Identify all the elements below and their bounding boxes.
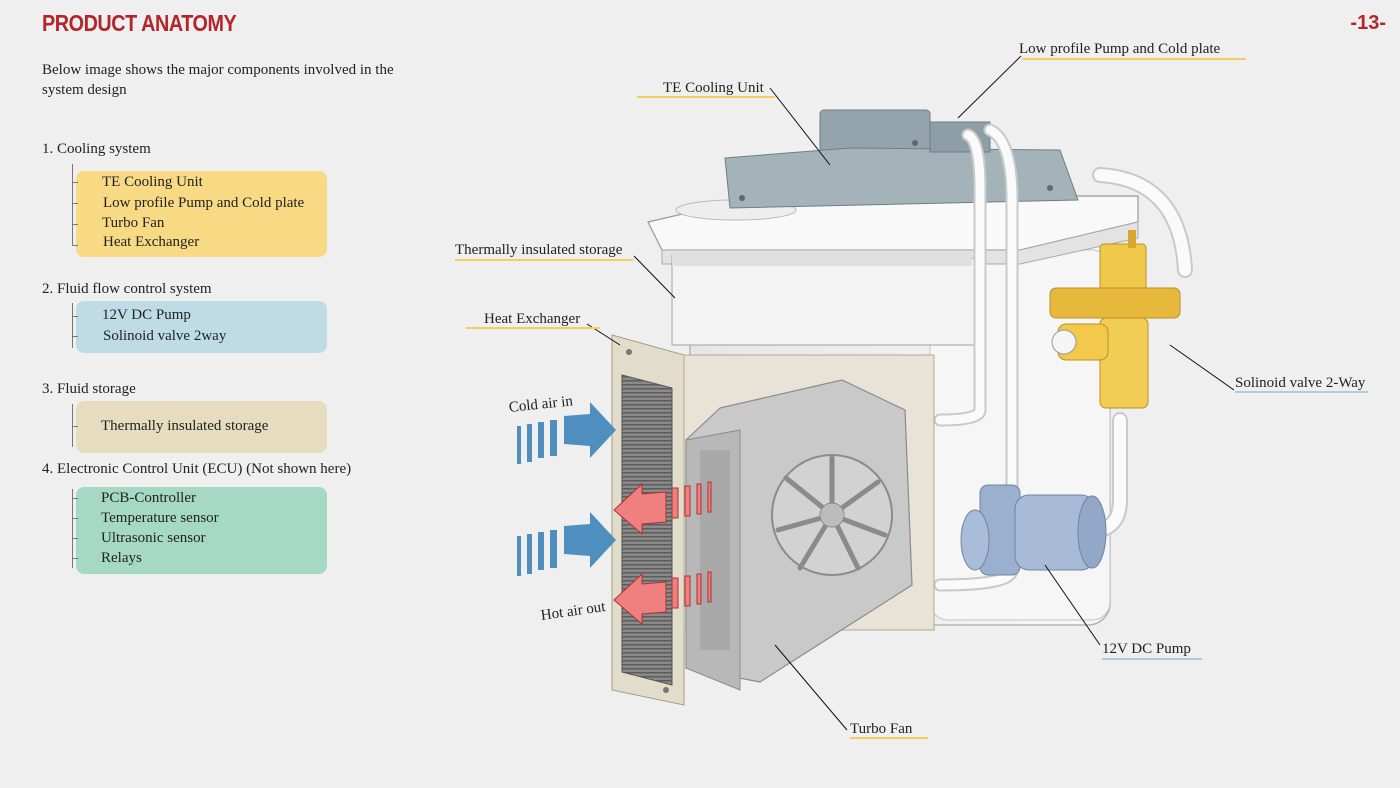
callout-insulated-storage: Thermally insulated storage [455, 242, 623, 258]
list-item: Temperature sensor [101, 510, 219, 526]
callout-pump-cold-plate: Low profile Pump and Cold plate [1019, 41, 1221, 57]
turbo-fan [686, 380, 912, 690]
te-cooling-unit [725, 110, 1078, 208]
intro-text: Below image shows the major components involved in the system design [42, 62, 394, 98]
list-item: Heat Exchanger [103, 234, 200, 250]
list-item: Solinoid valve 2way [103, 328, 227, 344]
callout-solenoid-valve: Solinoid valve 2-Way [1235, 375, 1366, 391]
callout-te-cooling-unit: TE Cooling Unit [663, 80, 764, 96]
list-item: TE Cooling Unit [102, 174, 203, 190]
callout-underline [1102, 658, 1202, 660]
list-item: Ultrasonic sensor [101, 530, 206, 546]
dc-pump [961, 485, 1106, 575]
list-item: Turbo Fan [102, 215, 165, 231]
section-heading-ecu: 4. Electronic Control Unit (ECU) (Not shown here) [42, 461, 352, 477]
section-heading-fluid-storage: 3. Fluid storage [42, 381, 136, 397]
callout-underline [850, 737, 928, 739]
list-item: Relays [101, 550, 142, 566]
list-item: Thermally insulated storage [101, 418, 269, 434]
cold-air-arrows [517, 402, 616, 576]
callout-heat-exchanger: Heat Exchanger [484, 311, 581, 327]
label-hot-air-out: Hot air out [539, 599, 607, 624]
list-item: Low profile Pump and Cold plate [103, 195, 305, 211]
callout-dc-pump: 12V DC Pump [1102, 641, 1191, 657]
callout-turbo-fan: Turbo Fan [850, 721, 913, 737]
list-item: 12V DC Pump [102, 307, 191, 323]
page-number: -13- [1350, 12, 1386, 34]
insulated-storage [672, 252, 985, 345]
section-heading-cooling: 1. Cooling system [42, 141, 151, 157]
page-title: PRODUCT ANATOMY [42, 10, 237, 36]
section-heading-fluid-flow: 2. Fluid flow control system [42, 281, 212, 297]
callout-underline [1022, 58, 1246, 60]
callout-underline [1235, 391, 1368, 393]
callout-underline [455, 259, 633, 261]
callout-underline [466, 327, 600, 329]
callout-underline [637, 96, 775, 98]
list-item: PCB-Controller [101, 490, 197, 506]
label-cold-air-in: Cold air in [508, 393, 574, 416]
